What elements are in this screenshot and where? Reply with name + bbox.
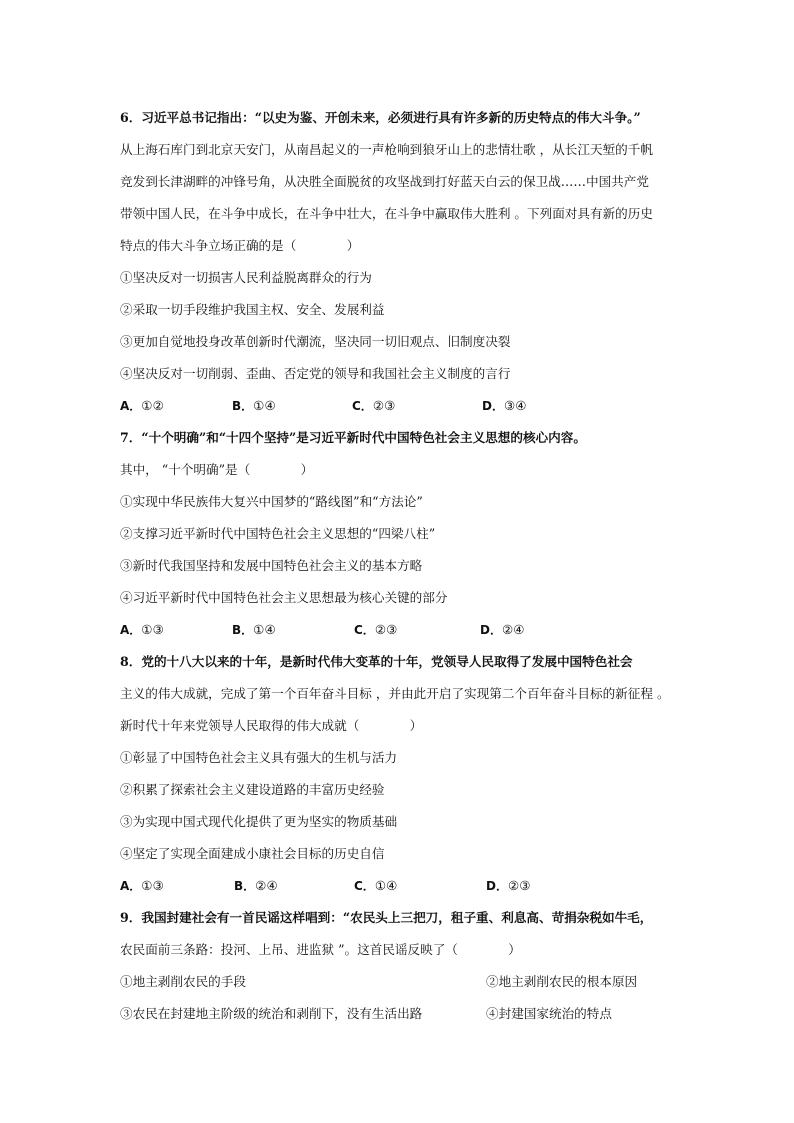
q6-stem-line-3: 竞发到长津湖畔的冲锋号角，从决胜全面脱贫的攻坚战到打好蓝天白云的保卫战……中国共产党 [120,174,649,189]
q8-stem-line-3: 新时代十年来党领导人民取得的伟大成就（ ） [120,718,423,733]
q6-option-c[interactable]: C．②③ [352,398,396,413]
q6-item-2: ②采取一切手段维护我国主权、安全、发展利益 [120,302,385,317]
q8-option-c[interactable]: C．①④ [354,878,398,893]
q8-item-1: ①彰显了中国特色社会主义具有强大的生机与活力 [120,750,398,765]
q7-option-b[interactable]: B．①④ [232,622,276,637]
q8-item-4: ④坚定了实现全面建成小康社会目标的历史自信 [120,846,385,861]
q8-option-a[interactable]: A．①③ [120,878,164,893]
q7-item-3: ③新时代我国坚持和发展中国特色社会主义的基本方略 [120,558,423,573]
q9-stem-line-2: 农民面前三条路：投河、上吊、进监狱 ”。这首民谣反映了（ ） [120,942,521,957]
q7-item-1: ①实现中华民族伟大复兴中国梦的“路线图”和“方法论” [120,494,423,509]
q6-option-a[interactable]: A．①② [120,398,164,413]
q6-stem-line-1: 6．习近平总书记指出：“以史为鉴、开创未来，必须进行具有许多新的历史特点的伟大斗争。” [120,110,641,125]
q6-option-d[interactable]: D．③④ [482,398,527,413]
q6-item-1: ①坚决反对一切损害人民利益脱离群众的行为 [120,270,372,285]
q8-stem-line-1: 8．党的十八大以来的十年，是新时代伟大变革的十年，党领导人民取得了发展中国特色社会 [120,654,633,669]
q8-item-2: ②积累了探索社会主义建设道路的丰富历史经验 [120,782,385,797]
q9-item-1: ①地主剥削农民的手段 [120,974,246,989]
q6-option-b[interactable]: B．①④ [232,398,276,413]
q6-item-4: ④坚决反对一切削弱、歪曲、否定党的领导和我国社会主义制度的言行 [120,366,511,381]
q7-option-c[interactable]: C．②③ [354,622,398,637]
q7-option-d[interactable]: D．②④ [480,622,525,637]
q6-stem-line-2: 从上海石库门到北京天安门，从南昌起义的一声枪响到狼牙山上的悲情壮歌 ，从长江天堑的千帆 [120,142,653,157]
q6-stem-line-5: 特点的伟大斗争立场正确的是（ ） [120,238,360,253]
q7-item-4: ④习近平新时代中国特色社会主义思想最为核心关键的部分 [120,590,448,605]
q6-item-3: ③更加自觉地投身改革创新时代潮流，坚决同一切旧观点、旧制度决裂 [120,334,511,349]
q9-item-3: ③农民在封建地主阶级的统治和剥削下，没有生活出路 [120,1006,423,1021]
q9-item-4: ④封建国家统治的特点 [486,1006,612,1021]
q8-item-3: ③为实现中国式现代化提供了更为坚实的物质基础 [120,814,398,829]
q8-option-b[interactable]: B．②④ [234,878,278,893]
q9-stem-line-1: 9．我国封建社会有一首民谣这样唱到：“农民头上三把刀，租子重、利息高、苛捐杂税如牛毛， [120,910,653,925]
q8-stem-line-2: 主义的伟大成就，完成了第一个百年奋斗目标 ，并由此开启了实现第二个百年奋斗目标的新征程 。 [120,686,670,701]
q7-item-2: ②支撑习近平新时代中国特色社会主义思想的“四梁八柱” [120,526,436,541]
q7-option-a[interactable]: A．①③ [120,622,164,637]
q6-stem-line-4: 带领中国人民，在斗争中成长，在斗争中壮大，在斗争中赢取伟大胜利 。下列面对具有新的历史 [120,206,653,221]
q9-item-2: ②地主剥削农民的根本原因 [486,974,638,989]
q7-stem-line-1: 7．“十个明确”和“十四个坚持”是习近平新时代中国特色社会主义思想的核心内容。 [120,430,586,445]
q7-stem-line-2: 其中， “十个明确”是（ ） [120,462,314,477]
q8-option-d[interactable]: D．②③ [486,878,531,893]
